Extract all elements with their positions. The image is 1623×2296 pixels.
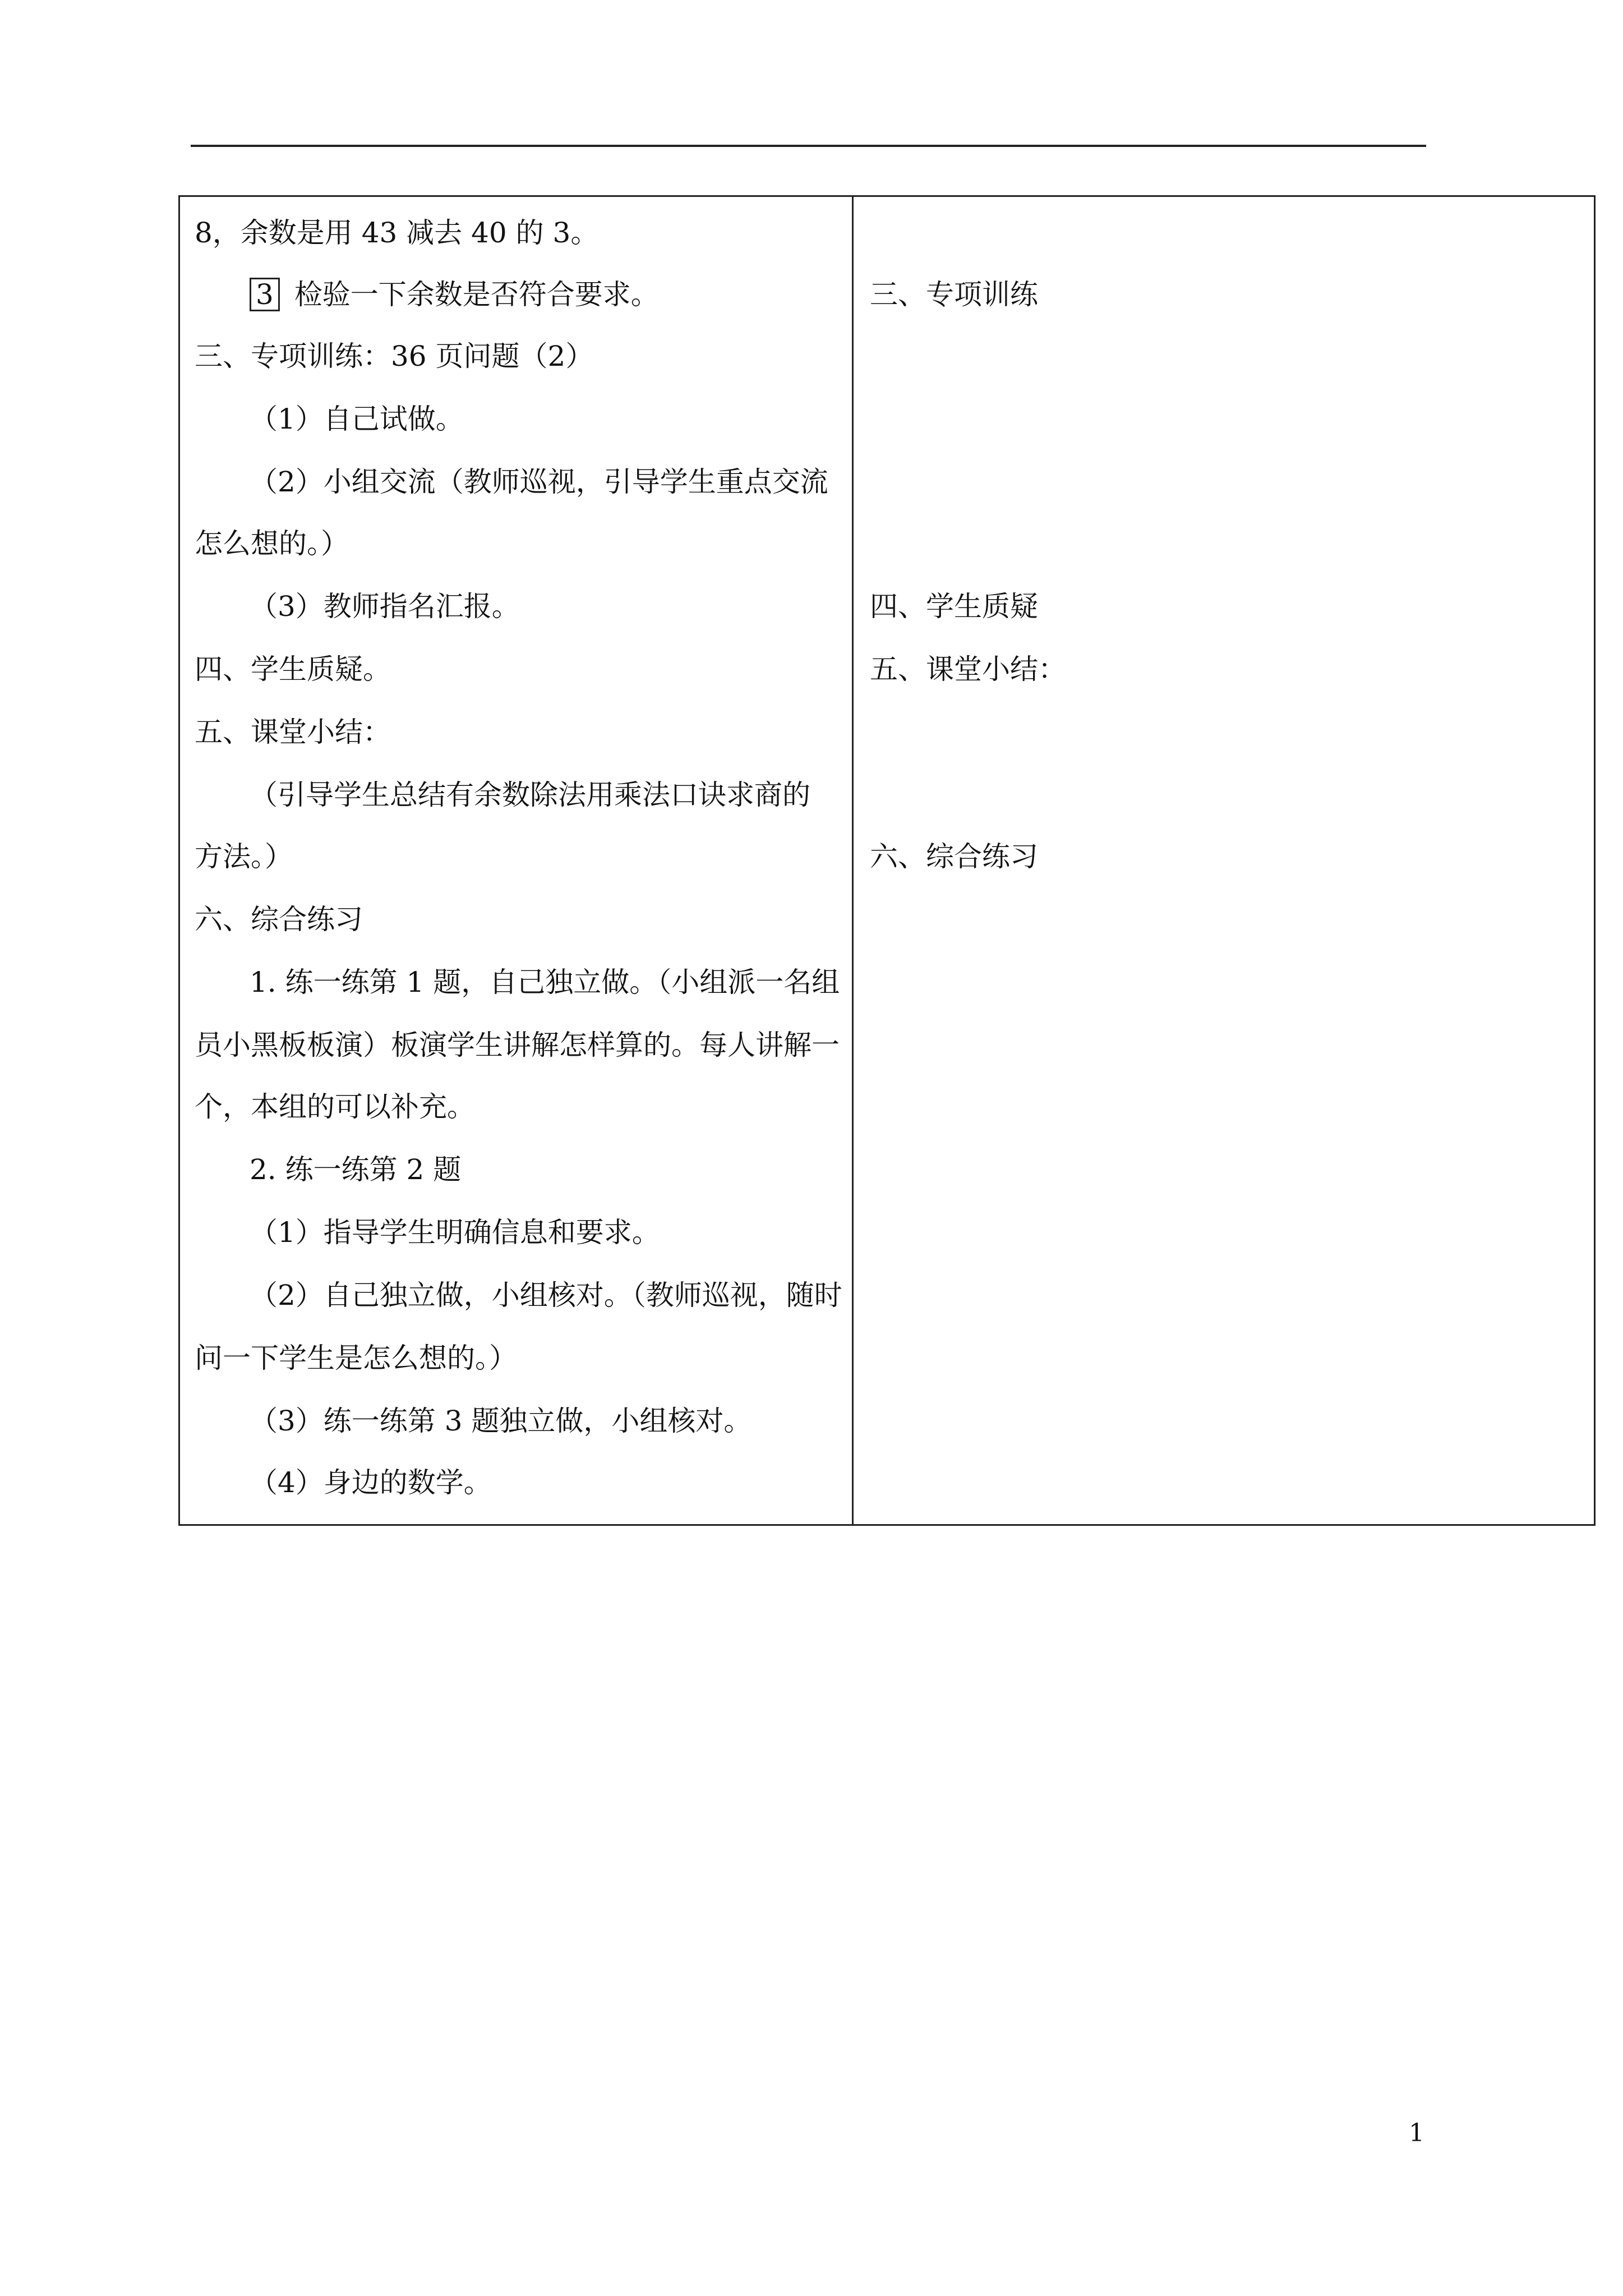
right-section-5: 五、课堂小结： [870, 653, 1066, 685]
exercise-1-line-1: 1. 练一练第 1 题，自己独立做。（小组派一名组 [250, 966, 840, 999]
exercise-2-item-2: （2）自己独立做，小组核对。（教师巡视，随时 [250, 1279, 842, 1312]
section-5-text: （引导学生总结有余数除法用乘法口诀求商的 [250, 779, 810, 811]
exercise-1-line-3: 个，本组的可以补充。 [195, 1091, 475, 1123]
section-6-heading: 六、综合练习 [195, 903, 363, 936]
exercise-2-item-1: （1）指导学生明确信息和要求。 [250, 1216, 660, 1249]
right-section-6: 六、综合练习 [870, 840, 1038, 873]
page-number: 1 [1409, 2119, 1424, 2147]
exercise-2-item-3: （3）练一练第 3 题独立做，小组核对。 [250, 1405, 752, 1437]
section-4-heading: 四、学生质疑。 [195, 653, 391, 685]
section-5-heading: 五、课堂小结： [195, 716, 391, 748]
right-section-3: 三、专项训练 [870, 278, 1038, 311]
section-3-item-1: （1）自己试做。 [250, 403, 464, 435]
column-divider [852, 197, 854, 1524]
check-remainder-step [195, 278, 659, 311]
exercise-2-heading: 2. 练一练第 2 题 [250, 1153, 462, 1186]
header-rule [191, 145, 1426, 147]
section-3-item-2: （2）小组交流（教师巡视，引导学生重点交流 [250, 466, 828, 498]
section-3-item-3: （3）教师指名汇报。 [250, 590, 520, 623]
section-3-item-2-cont: 怎么想的。） [195, 527, 349, 560]
remainder-explanation: 8，余数是用 43 减去 40 的 3。 [195, 217, 599, 249]
step-number-box: 3 [250, 278, 280, 311]
section-3-heading: 三、专项训练：36 页问题（2） [195, 340, 594, 372]
exercise-1-line-2: 员小黑板板演）板演学生讲解怎样算的。每人讲解一 [195, 1029, 840, 1061]
right-section-4: 四、学生质疑 [870, 590, 1038, 623]
lesson-table [178, 195, 1596, 1526]
check-remainder-text: 检验一下余数是否符合要求。 [294, 278, 659, 311]
section-5-text-cont: 方法。） [195, 840, 293, 873]
exercise-2-item-2-cont: 问一下学生是怎么想的。） [195, 1342, 517, 1374]
exercise-2-item-4: （4）身边的数学。 [250, 1466, 492, 1499]
